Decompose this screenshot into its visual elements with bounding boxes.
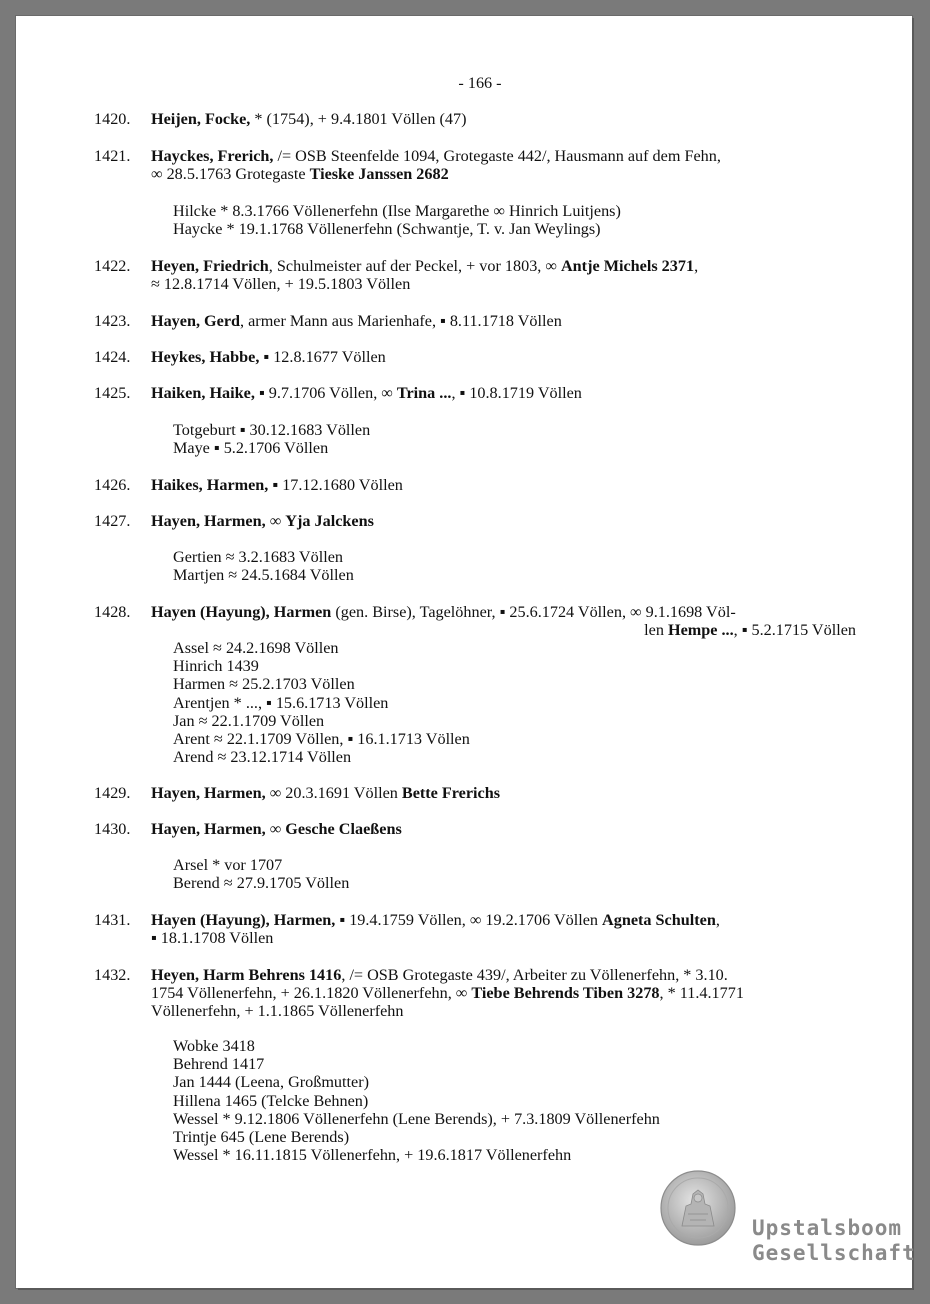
entry-name: Hayen (Hayung), Harmen, [151,911,336,929]
spouse-name: Bette Frerichs [401,784,501,802]
entry-number: 1431. [94,911,131,929]
spouse-name: Tiebe Behrends Tiben 3278 [471,984,660,1003]
entry-name: Heijen, Focke, [151,110,251,128]
entry-number: 1423. [94,312,131,330]
society-seal-icon [660,1170,736,1246]
entry-name: Hayen, Gerd [151,312,241,330]
spouse-name: Yja Jalckens [285,512,374,530]
child-line: Arent ≈ 22.1.1709 Völlen, ▪ 16.1.1713 Völlen [173,730,470,749]
entry-number: 1430. [94,820,131,838]
entry-name: Heyen, Friedrich [151,257,269,275]
entry-number: 1432. [94,966,131,984]
child-line: Berend ≈ 27.9.1705 Völlen [173,874,350,893]
spouse-name: Agneta Schulten [602,911,716,929]
child-line: Hinrich 1439 [173,657,259,676]
child-line: Wessel * 9.12.1806 Völlenerfehn (Lene Berends), + 7.3.1809 Völlenerfehn [173,1109,660,1128]
child-line: Maye ▪ 5.2.1706 Völlen [173,439,329,458]
child-line: Totgeburt ▪ 30.12.1683 Völlen [173,421,371,439]
spouse-name: Antje Michels 2371 [560,257,695,275]
entry-name: Hayckes, Frerich, [151,147,274,165]
entry-name: Hayen, Harmen, [151,512,266,530]
entry-name: Hayen (Hayung), Harmen [151,603,332,621]
child-line: Arsel * vor 1707 [173,856,283,874]
entry-number: 1420. [94,110,131,128]
entry-name: Haikes, Harmen, [151,476,269,494]
spouse-name: Tieske Janssen 2682 [309,165,449,184]
spouse-name: Gesche Claeßens [285,820,402,838]
entry-number: 1421. [94,147,131,165]
children-list [173,202,621,238]
spouse-name: Hempe ... [668,621,734,640]
children-list [173,856,349,892]
entry-number: 1429. [94,784,131,802]
entry-number: 1426. [94,476,131,494]
entry-number: 1427. [94,512,131,530]
entry-name: Heykes, Habbe, [151,348,260,366]
children-list [173,421,370,457]
child-line: Wobke 3418 [173,1037,255,1055]
child-line: Martjen ≈ 24.5.1684 Völlen [173,566,354,585]
children-list [173,639,470,766]
child-line: Arentjen * ..., ▪ 15.6.1713 Völlen [173,693,389,712]
child-line: Jan 1444 (Leena, Großmutter) [173,1073,369,1092]
child-line: Trintje 645 (Lene Berends) [173,1128,350,1147]
entry-name: Hayen, Harmen, [151,820,266,838]
society-name-logo: Upstalsboom Gesellschaft [752,1216,916,1265]
entry-name: Haiken, Haike, [151,384,255,402]
children-list [173,1037,660,1164]
child-line: Hilcke * 8.3.1766 Völlenerfehn (Ilse Margarethe ∞ Hinrich Luitjens) [173,202,621,220]
child-line: Assel ≈ 24.2.1698 Völlen [173,639,339,657]
entry-number: 1422. [94,257,131,275]
entry-number: 1424. [94,348,131,366]
child-line: Wessel * 16.11.1815 Völlenerfehn, + 19.6.1817 Völlenerfehn [173,1146,572,1165]
spouse-name: Trina ... [396,384,452,402]
child-line: Harmen ≈ 25.2.1703 Völlen [173,675,355,694]
entry-name: Hayen, Harmen, [151,784,266,802]
entry-number: 1428. [94,603,131,621]
child-line: Arend ≈ 23.12.1714 Völlen [173,748,352,767]
child-line: Haycke * 19.1.1768 Völlenerfehn (Schwantje, T. v. Jan Weylings) [173,220,601,239]
entry-name: Heyen, Harm Behrens 1416 [151,966,342,984]
document-page: - 166 - 1420. Heijen, Focke, * (1754), + 9.4.1801 Völlen (47) 1421. Hayckes, Frerich, /= OSB Steenfelde 1094, Grotegaste 442/, Hausmann auf dem Fehn, ∞ 28.5.1763 Grotegaste Tieske Janssen 2682 Hilcke * 8.3.1766 Völlenerfehn (Ilse Margarethe ∞ Hinrich Luitjens) Haycke * 19.1.1768 Völlenerfehn (Schwantje, T. v. Jan Weylings) 1422. Heyen, Friedrich, Schulmeister auf der Peckel, + vor 1803, ∞ Antje Michels 2371, ≈ 12.8.1714 Völlen, + 19.5.1803 Völlen 1423. Hayen, Gerd, armer Mann aus Marienhafe, ▪ 8.11.1718 Völlen 1424. Heykes, Habbe, ▪ 12.8.1677 Völlen 1425. Haiken, Haike, ▪ 9.7.1706 Völlen, ∞ Trina ..., ▪ 10.8.1719 Völlen Totgeburt ▪ 30.12.1683 Völlen Maye ▪ 5.2.1706 Völlen 1426. Haikes, Harmen, ▪ 17.12.1680 Völlen 1427. Hayen, Harmen, ∞ Yja Jalckens Gertien ≈ 3.2.1683 Völlen Martjen ≈ 24.5.1684 Völlen 1428. Hayen (Hayung), Harmen (gen. Birse), Tagelöhner, ▪ 25.6.1724 Völlen, ∞ 9.1.1698 Völ- len Hempe ..., ▪ 5.2.1715 Völlen Assel ≈ 24.2.1698 Völlen Hinrich 1439 Harmen ≈ 25.2.1703 Völlen Arentjen * ..., ▪ 15.6.1713 Völlen Jan ≈ 22.1.1709 Völlen Arent ≈ 22.1.1709 Völlen, ▪ 16.1.1713 Völlen Arend ≈ 23.12.1714 Völlen 1429. Hayen, Harmen, ∞ 20.3.1691 Völlen Bette Frerichs 1430. Hayen, Harmen, ∞ Gesche Claeßens Arsel * vor 1707 Berend ≈ 27.9.1705 Völlen 1431. Hayen (Hayung), Harmen, ▪ 19.4.1759 Völlen, ∞ 19.2.1706 Völlen Agneta Schulten, ▪ 18.1.1708 Völlen 1432. Heyen, Harm Behrens 1416, /= OSB Grotegaste 439/, Arbeiter zu Völlenerfehn, * 3.10. 1754 Völlenerfehn, + 26.1.1820 Völlenerfehn, ∞ Tiebe Behrends Tiben 3278, * 11.4.1771 Völlenerfehn, + 1.1.1865 Völlenerfehn Wobke 3418 Behrend 1417 Jan 1444 (Leena, Großmutter) Hillena 1465 (Telcke Behnen) Wessel * 9.12.1806 Völlenerfehn (Lene Berends), + 7.3.1809 Völlenerfehn Trintje 645 (Lene Berends) Wessel * 16.11.1815 Völlenerfehn, + 19.6.1817 Völlenerfehn Upstalsboom Gesellschaft [16,16,912,1288]
page-number: - 166 - [458,74,502,92]
children-list [173,548,354,584]
child-line: Jan ≈ 22.1.1709 Völlen [173,711,325,730]
entry-number: 1425. [94,384,131,402]
child-line: Hillena 1465 (Telcke Behnen) [173,1091,369,1110]
child-line: Gertien ≈ 3.2.1683 Völlen [173,548,343,566]
child-line: Behrend 1417 [173,1055,265,1074]
